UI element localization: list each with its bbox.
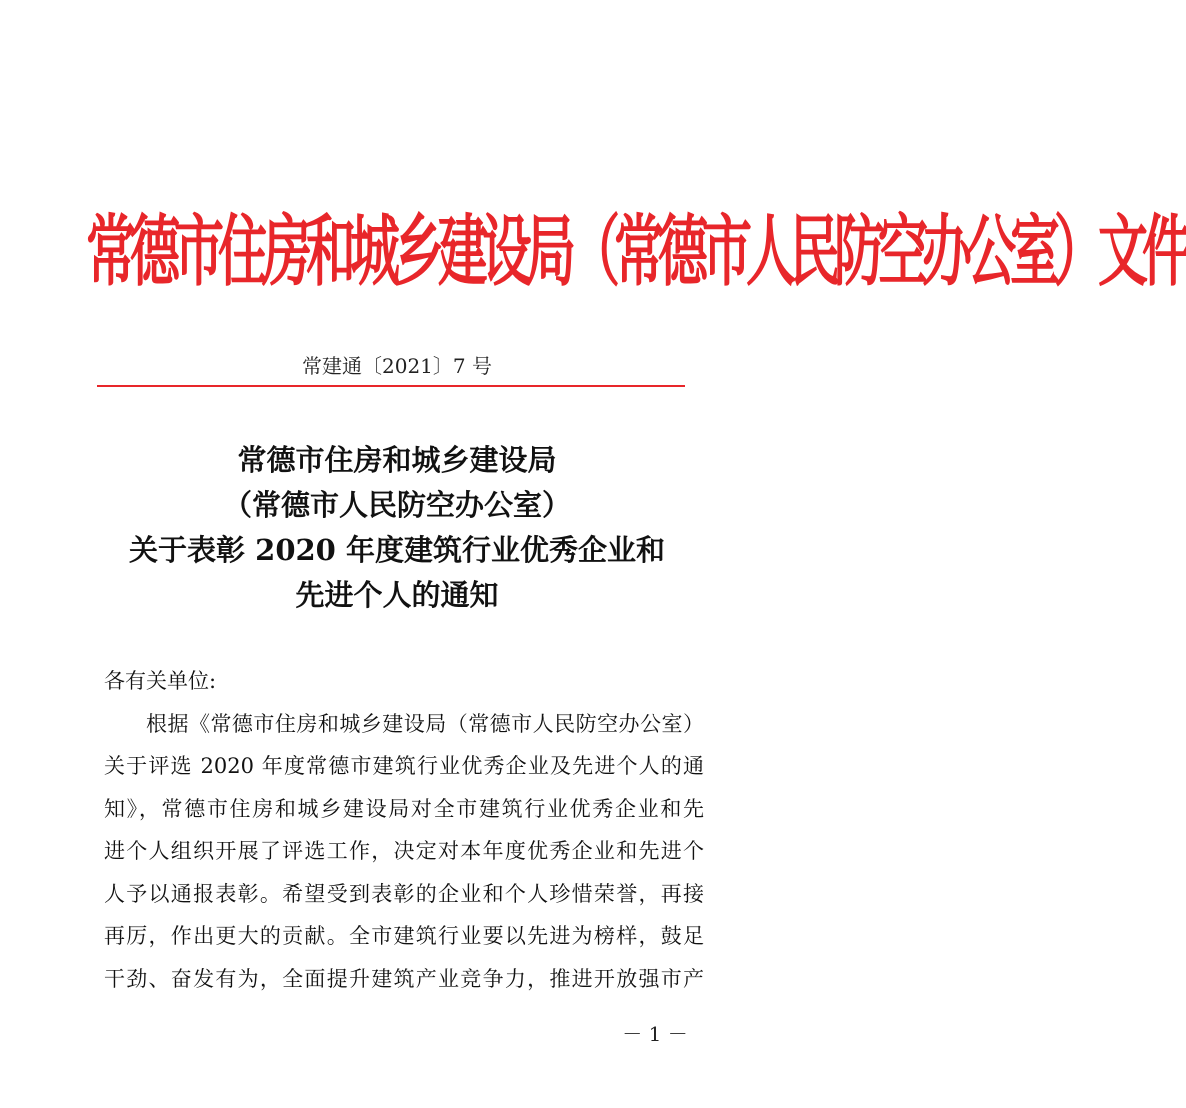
document-body [104,660,704,1000]
document-number: 常建通〔2021〕7 号 [302,354,492,378]
title-line: 常德市住房和城乡建设局 [237,443,557,477]
masthead-text: 常德市住房和城乡建设局（常德市人民防空办公室）文件 [86,206,1186,297]
body-line: 人予以通报表彰。希望受到表彰的企业和个人珍惜荣誉，再接 [104,881,704,906]
red-divider-rule [97,385,685,387]
body-line: 关于评选 2020 年度常德市建筑行业优秀企业及先进个人的通 [104,754,704,778]
body-line: 知》，常德市住房和城乡建设局对全市建筑行业优秀企业和先 [104,796,704,821]
title-line: 关于表彰 2020 年度建筑行业优秀企业和 [129,533,665,567]
page-number: － 1 － [622,1022,688,1046]
body-line: 再厉，作出更大的贡献。全市建筑行业要以先进为榜样，鼓足 [104,924,704,948]
red-masthead [86,205,1186,300]
body-line: 进个人组织开展了评选工作，决定对本年度优秀企业和先进个 [104,839,704,863]
title-line: （常德市人民防空办公室） [222,488,571,522]
salutation: 各有关单位: [104,669,217,693]
body-line: 根据《常德市住房和城乡建设局（常德市人民防空办公室） [146,711,704,736]
title-line: 先进个人的通知 [295,578,499,612]
body-line: 干劲、奋发有为，全面提升建筑产业竞争力，推进开放强市产 [104,966,704,991]
document-title [0,438,794,618]
